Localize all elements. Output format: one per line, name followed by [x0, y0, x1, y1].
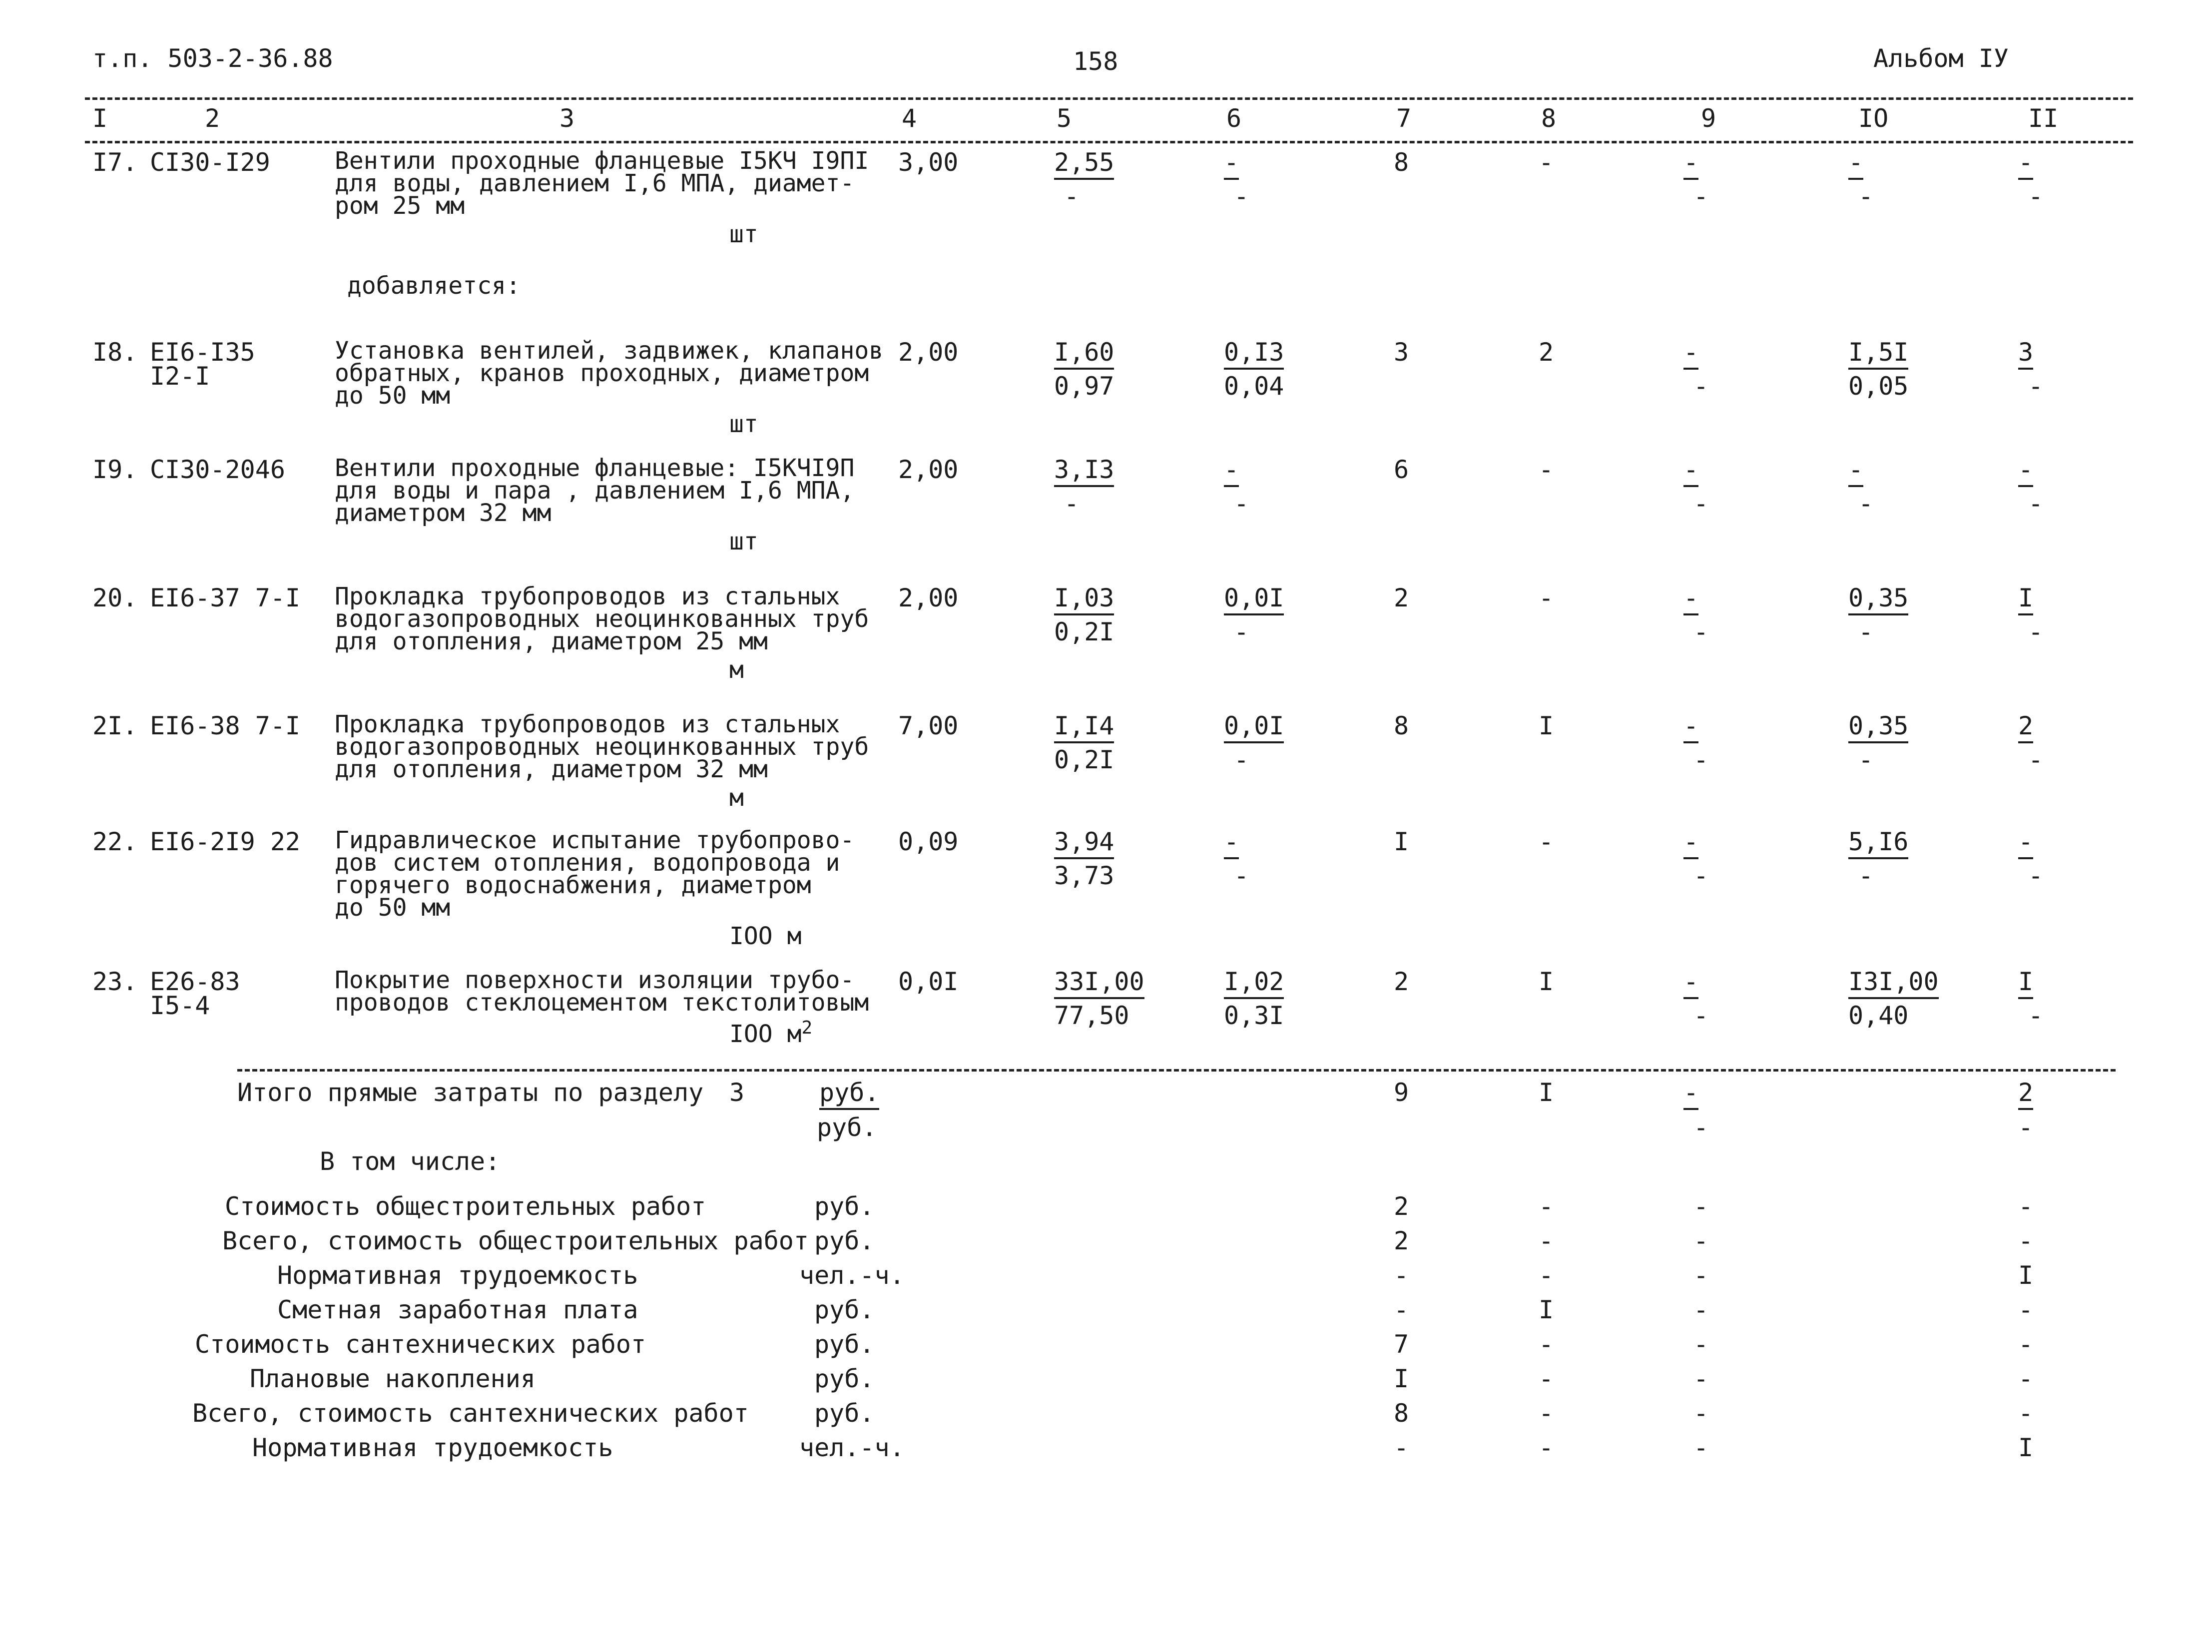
summary-c8: -: [1539, 1433, 1554, 1462]
row-c5-bottom: 0,2I: [1054, 745, 1114, 774]
row-c5-value: I,I4: [1054, 711, 1114, 743]
row-c6-bottom: -: [1234, 489, 1249, 518]
summary-c11: -: [2018, 1330, 2034, 1359]
row-description: Гидравлическое испытание трубопрово-: [335, 826, 855, 854]
row-c9-value: -: [1683, 711, 1698, 743]
row-unit-text: IOO м: [729, 1020, 802, 1048]
summary-c8: -: [1539, 1226, 1554, 1255]
row-c9-top: [1683, 969, 1698, 994]
row-c9-bottom: -: [1693, 1001, 1709, 1030]
row-c10-value: 5,I6: [1848, 827, 1908, 859]
row-quantity: 2,00: [898, 583, 959, 612]
summary-c7: -: [1394, 1295, 1409, 1324]
row-c9-bottom: -: [1693, 861, 1709, 890]
summary-label: Плановые накопления: [250, 1364, 536, 1393]
summary-c8: -: [1539, 1261, 1554, 1290]
row-code: EI6-37 7-I: [150, 583, 301, 612]
page-number: 158: [1073, 47, 1118, 76]
summary-label: Нормативная трудоемкость: [277, 1261, 638, 1290]
row-c5-top: [1054, 585, 1114, 610]
row-c5-value: I,03: [1054, 583, 1114, 615]
summary-c8: -: [1539, 1364, 1554, 1393]
col-header-4: 4: [902, 104, 917, 133]
row-code: EI6-2I9 22: [150, 827, 301, 856]
row-code: I2-I: [150, 362, 210, 391]
row-description: ром 25 мм: [335, 192, 465, 220]
row-c6-value: -: [1224, 148, 1239, 180]
row-c6-value: 0,0I: [1224, 711, 1284, 743]
row-c10-bottom: -: [1858, 745, 1874, 774]
row-number: 20.: [92, 583, 138, 612]
row-quantity: 0,09: [898, 827, 959, 856]
row-c5-bottom: 3,73: [1054, 861, 1114, 890]
row-number: 2I.: [92, 711, 138, 740]
row-c8: I: [1539, 967, 1554, 996]
row-unit-text: IOO м: [729, 922, 802, 950]
row-c10-top: [1848, 457, 1863, 482]
summary-c7: 2: [1394, 1226, 1409, 1255]
col-header-2: 2: [205, 104, 220, 133]
row-c6-bottom: -: [1234, 745, 1249, 774]
summary-c7: I: [1394, 1364, 1409, 1393]
col-header-3: 3: [559, 104, 575, 133]
row-c10-top: [1848, 585, 1908, 610]
row-quantity: 0,0I: [898, 967, 959, 996]
row-unit: [729, 412, 758, 436]
row-number: I8.: [92, 338, 138, 367]
row-c10-bottom: -: [1858, 861, 1874, 890]
row-c9-value: -: [1683, 338, 1698, 370]
row-description: Прокладка трубопроводов из стальных: [335, 582, 840, 610]
summary-c9: -: [1693, 1330, 1709, 1359]
row-c9-bottom: -: [1693, 489, 1709, 518]
col-header-1: I: [92, 104, 108, 133]
row-c5-value: I,60: [1054, 338, 1114, 370]
row-c5-top: [1054, 829, 1114, 854]
row-c10-bottom: -: [1858, 489, 1874, 518]
row-description: для воды, давлением I,6 МПА, диамет-: [335, 169, 855, 197]
row-c9-top: [1683, 713, 1698, 738]
album-label: Альбом IУ: [1873, 44, 2009, 73]
row-c5-top: [1054, 713, 1114, 738]
row-unit-text: шт: [729, 410, 758, 438]
row-c11-value: 3: [2018, 338, 2033, 370]
row-c11-bottom: -: [2028, 745, 2044, 774]
row-c9-value: -: [1683, 967, 1698, 999]
row-code: E26-83: [150, 967, 240, 996]
summary-c9: -: [1693, 1295, 1709, 1324]
summary-unit: чел.-ч.: [799, 1433, 905, 1462]
row-c6-top: [1224, 713, 1284, 738]
row-unit-superscript: 2: [801, 1018, 813, 1038]
col-header-6: 6: [1226, 104, 1242, 133]
summary-unit: руб.: [814, 1192, 875, 1221]
row-c6-value: I,02: [1224, 967, 1284, 999]
row-c8: 2: [1539, 338, 1554, 367]
total-c11-top: 2: [2018, 1080, 2033, 1105]
row-unit: [729, 530, 758, 553]
row-c10-top: [1848, 969, 1939, 994]
row-c6-top: [1224, 150, 1239, 175]
row-c8: I: [1539, 711, 1554, 740]
row-unit: [729, 924, 802, 948]
total-c9-bottom: -: [1693, 1113, 1709, 1142]
row-description: Прокладка трубопроводов из стальных: [335, 710, 840, 738]
row-description: Установка вентилей, задвижек, клапанов: [335, 337, 884, 365]
row-c9-value: -: [1683, 148, 1698, 180]
row-c5-top: [1054, 457, 1114, 482]
row-unit: [729, 1019, 812, 1046]
summary-unit: руб.: [814, 1226, 875, 1255]
summary-c9: -: [1693, 1192, 1709, 1221]
row-number: 22.: [92, 827, 138, 856]
summary-unit: руб.: [814, 1364, 875, 1393]
row-number: 23.: [92, 967, 138, 996]
row-c7: 8: [1394, 148, 1409, 177]
col-header-5: 5: [1057, 104, 1072, 133]
summary-label: Нормативная трудоемкость: [252, 1433, 613, 1462]
row-number: I9.: [92, 455, 138, 484]
row-c10-top: [1848, 829, 1908, 854]
total-c9-top: -: [1683, 1080, 1698, 1105]
summary-c9: -: [1693, 1433, 1709, 1462]
row-c11-bottom: -: [2028, 617, 2044, 646]
total-c8: I: [1539, 1078, 1554, 1107]
row-c6-bottom: -: [1234, 182, 1249, 211]
row-unit: [729, 222, 758, 246]
row-number: I7.: [92, 148, 138, 177]
row-c11-top: [2018, 713, 2033, 738]
row-c11-top: [2018, 585, 2033, 610]
row-description: диаметром 32 мм: [335, 499, 552, 527]
row-unit-text: м: [729, 784, 744, 812]
row-description: до 50 мм: [335, 382, 451, 410]
summary-unit: руб.: [814, 1399, 875, 1428]
row-c11-value: I: [2018, 583, 2033, 615]
summary-c11: -: [2018, 1399, 2034, 1428]
row-c6-top: [1224, 340, 1284, 365]
row-c11-bottom: -: [2028, 182, 2044, 211]
row-code: EI6-38 7-I: [150, 711, 301, 740]
row-description: Вентили проходные фланцевые I5КЧ I9ПI: [335, 147, 869, 175]
row-code: I5-4: [150, 991, 210, 1020]
row-c9-bottom: -: [1693, 372, 1709, 401]
summary-c11: -: [2018, 1192, 2034, 1221]
row-c9-value: -: [1683, 455, 1698, 487]
row-c9-bottom: -: [1693, 617, 1709, 646]
row-c11-bottom: -: [2028, 861, 2044, 890]
doc-id: т.п. 503-2-36.88: [92, 44, 333, 73]
row-description: для отопления, диаметром 25 мм: [335, 627, 768, 655]
row-c5-top: [1054, 340, 1114, 365]
row-c9-top: [1683, 340, 1698, 365]
row-c10-value: -: [1848, 148, 1863, 180]
row-c11-value: 2: [2018, 711, 2033, 743]
summary-label: Всего, стоимость общестроительных работ: [222, 1226, 809, 1255]
summary-c9: -: [1693, 1261, 1709, 1290]
row-c6-top: [1224, 585, 1284, 610]
row-c9-value: -: [1683, 583, 1698, 615]
added-label: добавляется:: [347, 272, 521, 300]
row-c7: 2: [1394, 967, 1409, 996]
row-c6-value: 0,I3: [1224, 338, 1284, 370]
row-quantity: 2,00: [898, 338, 959, 367]
col-header-11: II: [2028, 104, 2059, 133]
row-c8: -: [1539, 583, 1554, 612]
row-c5-top: [1054, 969, 1144, 994]
row-description: водогазопроводных неоцинкованных труб: [335, 605, 869, 633]
row-code: EI6-I35: [150, 338, 255, 367]
row-c10-bottom: 0,40: [1848, 1001, 1909, 1030]
row-c11-top: [2018, 150, 2033, 175]
row-c10-bottom: 0,05: [1848, 372, 1909, 401]
row-c11-bottom: -: [2028, 1001, 2044, 1030]
row-c10-value: -: [1848, 455, 1863, 487]
summary-label: Всего, стоимость сантехнических работ: [192, 1399, 749, 1428]
row-c10-top: [1848, 713, 1908, 738]
row-unit: [729, 658, 744, 682]
col-header-9: 9: [1701, 104, 1716, 133]
row-c11-top: [2018, 969, 2033, 994]
summary-c11: I: [2018, 1433, 2034, 1462]
summary-c11: I: [2018, 1261, 2034, 1290]
summary-c9: -: [1693, 1399, 1709, 1428]
row-c10-top: [1848, 150, 1863, 175]
summary-label: Стоимость общестроительных работ: [225, 1192, 706, 1221]
row-c11-bottom: -: [2028, 372, 2044, 401]
row-c10-top: [1848, 340, 1908, 365]
row-description: дов систем отопления, водопровода и: [335, 849, 840, 877]
row-c8: -: [1539, 148, 1554, 177]
row-c5-value: 33I,00: [1054, 967, 1144, 999]
total-c11-bottom: -: [2018, 1113, 2034, 1142]
summary-c8: -: [1539, 1192, 1554, 1221]
summary-c11: -: [2018, 1295, 2034, 1324]
row-c6-top: [1224, 829, 1239, 854]
row-c11-value: -: [2018, 148, 2033, 180]
row-description: для отопления, диаметром 32 мм: [335, 755, 768, 783]
row-c5-value: 3,94: [1054, 827, 1114, 859]
row-c10-value: I,5I: [1848, 338, 1908, 370]
row-description: до 50 мм: [335, 894, 451, 922]
row-c9-value: -: [1683, 827, 1698, 859]
header-bottom-rule: [85, 141, 2133, 143]
row-c5-bottom: 0,97: [1054, 372, 1114, 401]
row-c11-bottom: -: [2028, 489, 2044, 518]
col-header-10: IO: [1858, 104, 1889, 133]
row-c8: -: [1539, 455, 1554, 484]
row-c7: 8: [1394, 711, 1409, 740]
row-c11-value: -: [2018, 827, 2033, 859]
row-description: горячего водоснабжения, диаметром: [335, 871, 811, 899]
summary-c11: -: [2018, 1364, 2034, 1393]
summary-c8: -: [1539, 1330, 1554, 1359]
row-c5-bottom: 0,2I: [1054, 617, 1114, 646]
summary-c8: I: [1539, 1295, 1554, 1324]
row-description: обратных, кранов проходных, диаметром: [335, 359, 869, 387]
row-c5-top: [1054, 150, 1114, 175]
row-c9-top: [1683, 150, 1698, 175]
row-c6-top: [1224, 969, 1284, 994]
summary-c7: 2: [1394, 1192, 1409, 1221]
row-c11-value: -: [2018, 455, 2033, 487]
row-description: Вентили проходные фланцевые: I5КЧI9П: [335, 454, 855, 482]
row-quantity: 2,00: [898, 455, 959, 484]
row-c5-bottom: 77,50: [1054, 1001, 1129, 1030]
summary-c7: 8: [1394, 1399, 1409, 1428]
row-c11-top: [2018, 829, 2033, 854]
including-label: В том числе:: [320, 1147, 501, 1176]
row-description: проводов стеклоцементом текстолитовым: [335, 989, 869, 1017]
summary-c7: -: [1394, 1261, 1409, 1290]
row-c7: 2: [1394, 583, 1409, 612]
summary-c9: -: [1693, 1226, 1709, 1255]
row-c6-top: [1224, 457, 1239, 482]
row-c10-value: I3I,00: [1848, 967, 1939, 999]
row-quantity: 7,00: [898, 711, 959, 740]
total-section: 3: [729, 1078, 745, 1107]
total-c7: 9: [1394, 1078, 1409, 1107]
row-c6-bottom: 0,3I: [1224, 1001, 1284, 1030]
row-c6-bottom: -: [1234, 617, 1249, 646]
row-c9-top: [1683, 585, 1698, 610]
total-label: Итого прямые затраты по разделу: [237, 1078, 704, 1107]
row-c10-bottom: -: [1858, 182, 1874, 211]
row-c9-top: [1683, 457, 1698, 482]
row-unit-text: шт: [729, 528, 758, 555]
col-header-8: 8: [1541, 104, 1557, 133]
totals-rule: [237, 1069, 2116, 1072]
row-c6-bottom: 0,04: [1224, 372, 1284, 401]
summary-c9: -: [1693, 1364, 1709, 1393]
col-header-7: 7: [1396, 104, 1412, 133]
row-c5-bottom: -: [1064, 489, 1080, 518]
row-c10-value: 0,35: [1848, 583, 1908, 615]
summary-unit: чел.-ч.: [799, 1261, 905, 1290]
row-c11-value: I: [2018, 967, 2033, 999]
row-code: CI30-2046: [150, 455, 285, 484]
row-c11-top: [2018, 340, 2033, 365]
summary-c7: -: [1394, 1433, 1409, 1462]
row-unit: [729, 786, 744, 810]
row-c10-bottom: -: [1858, 617, 1874, 646]
row-description: Покрытие поверхности изоляции трубо-: [335, 966, 855, 994]
summary-label: Стоимость сантехнических работ: [195, 1330, 646, 1359]
row-c5-value: 3,I3: [1054, 455, 1114, 487]
summary-unit: руб.: [814, 1330, 875, 1359]
header-top-rule: [85, 97, 2133, 100]
row-unit-text: м: [729, 656, 744, 684]
row-c9-bottom: -: [1693, 182, 1709, 211]
row-c6-value: -: [1224, 827, 1239, 859]
row-c7: 6: [1394, 455, 1409, 484]
row-c6-value: -: [1224, 455, 1239, 487]
summary-unit: руб.: [814, 1295, 875, 1324]
summary-c11: -: [2018, 1226, 2034, 1255]
row-c11-top: [2018, 457, 2033, 482]
row-c9-bottom: -: [1693, 745, 1709, 774]
row-c6-bottom: -: [1234, 861, 1249, 890]
row-c8: -: [1539, 827, 1554, 856]
row-c9-top: [1683, 829, 1698, 854]
row-c7: 3: [1394, 338, 1409, 367]
summary-c8: -: [1539, 1399, 1554, 1428]
row-c5-bottom: -: [1064, 182, 1080, 211]
summary-label: Сметная заработная плата: [277, 1295, 638, 1324]
row-c10-value: 0,35: [1848, 711, 1908, 743]
row-c6-value: 0,0I: [1224, 583, 1284, 615]
row-unit-text: шт: [729, 220, 758, 248]
total-unit-top: руб.: [819, 1080, 879, 1105]
row-quantity: 3,00: [898, 148, 959, 177]
row-c7: I: [1394, 827, 1409, 856]
summary-c7: 7: [1394, 1330, 1409, 1359]
row-c5-value: 2,55: [1054, 148, 1114, 180]
row-description: водогазопроводных неоцинкованных труб: [335, 733, 869, 761]
row-code: CI30-I29: [150, 148, 270, 177]
row-description: для воды и пара , давлением I,6 МПА,: [335, 477, 855, 505]
total-unit-bottom: руб.: [817, 1113, 877, 1142]
